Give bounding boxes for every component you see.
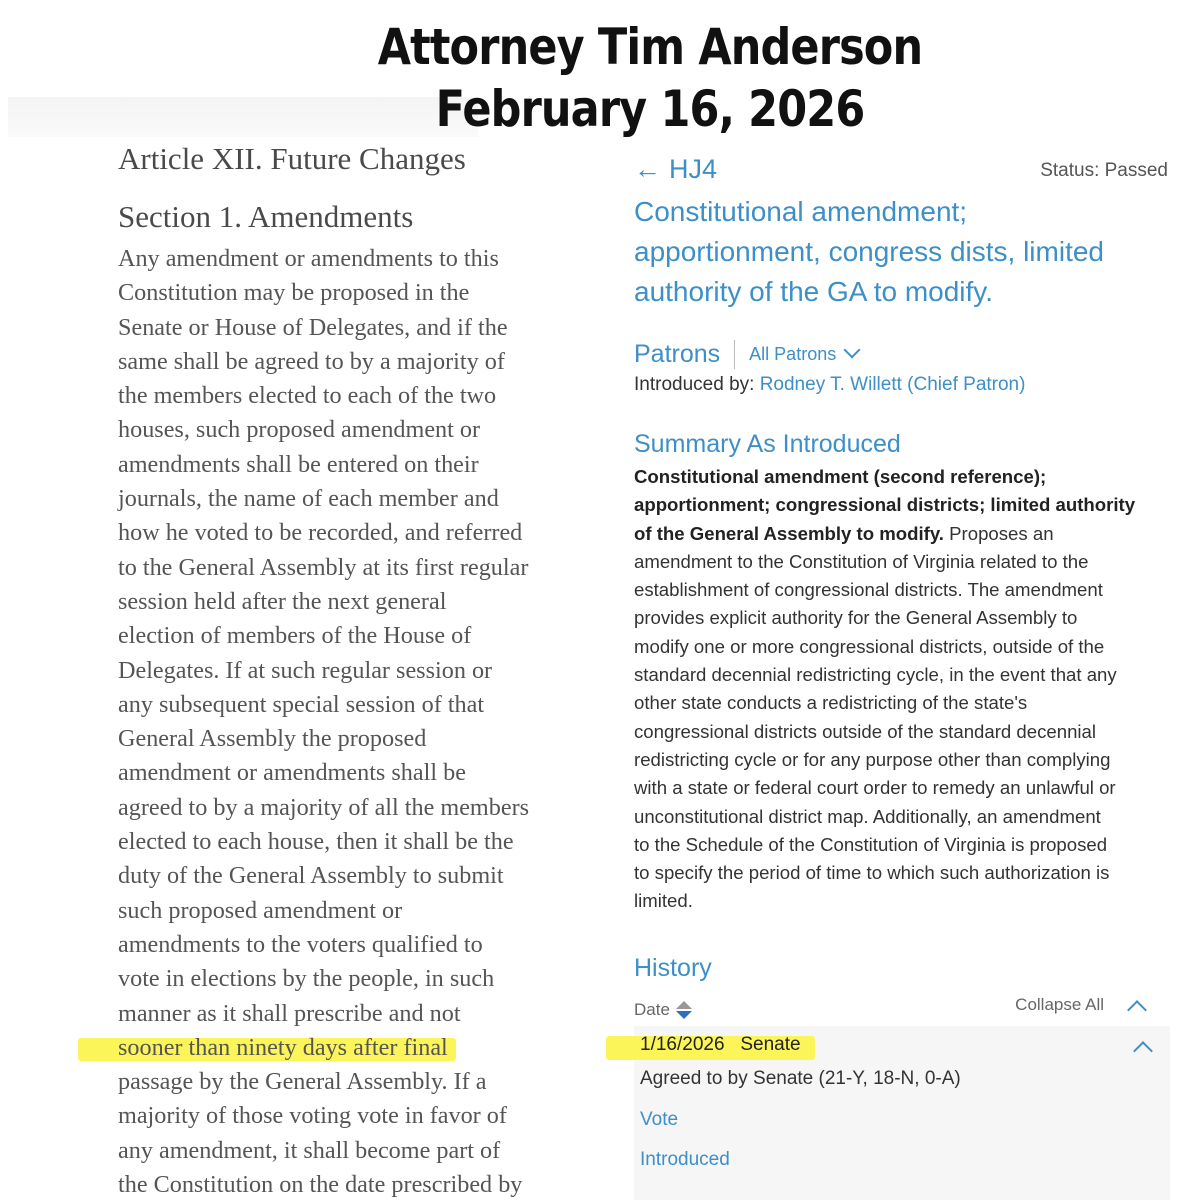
summary-bold-line: apportionment; congressional districts; limited authority	[634, 494, 1136, 516]
constitution-line	[118, 1031, 588, 1065]
history-description: Agreed to by Senate (21-Y, 18-N, 0-A)	[640, 1068, 961, 1089]
summary-line: provides explicit authority for the General Assembly to	[634, 607, 1078, 629]
constitution-line-text: vote in elections by the people, in such	[118, 965, 495, 993]
bill-title-line: Constitutional amendment;	[634, 196, 968, 227]
constitution-line-text: election of members of the House of	[118, 622, 472, 650]
constitution-line	[118, 1065, 588, 1099]
constitution-line	[118, 482, 588, 516]
constitution-line	[118, 688, 588, 722]
summary-line: to specify the period of time to which such authorization is	[634, 862, 1110, 884]
caption-author: Attorney Tim Anderson	[377, 18, 923, 76]
constitution-text-panel	[118, 138, 588, 1202]
summary-line: standard decennial redistricting cycle, in the event that any	[634, 664, 1117, 686]
summary-text	[634, 463, 1174, 916]
sort-icon	[676, 1001, 692, 1021]
constitution-line	[118, 928, 588, 962]
history-heading: History	[634, 953, 712, 982]
constitution-line-text: houses, such proposed amendment or	[118, 416, 481, 444]
chevron-up-icon[interactable]	[1133, 1041, 1153, 1061]
constitution-line	[118, 1134, 588, 1168]
summary-line: other state conducts a redistricting of the state's	[634, 692, 1028, 714]
history-entry-header	[640, 1034, 801, 1056]
constitution-line	[118, 722, 588, 756]
history-controls	[634, 989, 1174, 1025]
vote-link[interactable]: Vote	[640, 1109, 679, 1130]
back-link[interactable]	[634, 154, 717, 185]
all-patrons-dropdown[interactable]	[749, 344, 858, 365]
bill-number: HJ4	[669, 154, 718, 184]
constitution-line-text: majority of those voting vote in favor of	[118, 1102, 507, 1130]
summary-heading: Summary As Introduced	[634, 430, 901, 458]
summary-bold-line: Constitutional amendment (second reference);	[634, 466, 1047, 487]
constitution-line-text: agreed to by a majority of all the members	[118, 793, 530, 821]
all-patrons-label: All Patrons	[749, 343, 837, 364]
history-entry	[634, 1026, 1170, 1200]
article-heading: Article XII. Future Changes	[118, 141, 466, 176]
constitution-line-text: Delegates. If at such regular session or	[118, 656, 493, 684]
date-sort-button[interactable]	[634, 995, 692, 1020]
introduced-link[interactable]: Introduced	[640, 1149, 730, 1170]
constitution-line	[118, 791, 588, 825]
summary-line: limited.	[634, 890, 693, 912]
chief-patron-link[interactable]: Rodney T. Willett (Chief Patron)	[759, 374, 1026, 395]
constitution-line-text: amendments shall be entered on their	[118, 450, 479, 478]
constitution-line-text: the members elected to each of the two	[118, 382, 497, 410]
constitution-line-text: amendments to the voters qualified to	[118, 930, 483, 958]
constitution-line	[118, 962, 588, 996]
constitution-line	[118, 654, 588, 688]
constitution-line	[118, 413, 588, 447]
patrons-heading: Patrons	[634, 340, 735, 369]
constitution-line-text: amendment or amendments shall be	[118, 759, 466, 787]
patrons-row	[634, 336, 1174, 372]
section-body	[118, 242, 588, 1202]
chevron-up-icon[interactable]	[1127, 1000, 1147, 1020]
constitution-line	[118, 311, 588, 345]
bill-top-bar	[634, 150, 1174, 192]
constitution-line	[118, 585, 588, 619]
history-date-chamber: 1/16/2026 Senate	[640, 1034, 801, 1055]
constitution-line-text: session held after the next general	[118, 587, 447, 615]
constitution-line	[118, 997, 588, 1031]
constitution-line-text: journals, the name of each member and	[118, 485, 499, 513]
summary-bold-line: of the General Assembly to modify.	[634, 522, 944, 544]
summary-line: with a state or federal court order to remedy an unlawful or	[634, 777, 1116, 799]
handwritten-caption	[91, 14, 1123, 142]
summary-line: modify one or more congressional districts, outside of the	[634, 635, 1105, 657]
constitution-line-text: Senate or House of Delegates, and if the	[118, 313, 508, 341]
constitution-line-text: Any amendment or amendments to this	[118, 245, 499, 272]
summary-line: establishment of congressional districts. The amendment	[634, 579, 1103, 601]
constitution-line	[118, 551, 588, 585]
constitution-line	[118, 242, 588, 276]
summary-line: to the Schedule of the Constitution of Virginia is proposed	[634, 833, 1108, 855]
bill-panel	[634, 150, 1174, 1025]
constitution-line-text: how he voted to be recorded, and referred	[118, 519, 523, 547]
constitution-line-text: any subsequent special session of that	[118, 690, 485, 718]
constitution-line-text: the Constitution on the date prescribed by	[118, 1171, 523, 1199]
constitution-line-text: duty of the General Assembly to submit	[118, 862, 504, 890]
constitution-line	[118, 276, 588, 310]
section-heading: Section 1. Amendments	[118, 199, 414, 234]
constitution-line	[118, 619, 588, 653]
constitution-line	[118, 859, 588, 893]
status-label: Status: Passed	[1040, 160, 1168, 181]
introduced-by-label: Introduced by:	[634, 374, 755, 395]
constitution-line	[118, 756, 588, 790]
constitution-line-text: such proposed amendment or	[118, 896, 403, 924]
chevron-down-icon	[844, 341, 861, 358]
constitution-line-text: manner as it shall prescribe and not	[118, 999, 461, 1027]
summary-line: Proposes an	[943, 522, 1054, 544]
date-sort-label: Date	[634, 999, 670, 1019]
constitution-line-text: Constitution may be proposed in the	[118, 279, 470, 307]
bill-title-line: apportionment, congress dists, limited	[634, 236, 1104, 267]
caption-date: February 16, 2026	[435, 80, 865, 138]
constitution-line	[118, 825, 588, 859]
constitution-line-text: passage by the General Assembly. If a	[118, 1068, 487, 1096]
bill-title	[634, 192, 1174, 312]
constitution-line-text: sooner than ninety days after final	[118, 1033, 448, 1061]
summary-line: amendment to the Constitution of Virginia related to the	[634, 550, 1089, 572]
summary-line: unconstitutional district map. Additionally, an amendment	[634, 805, 1101, 827]
constitution-line-text: any amendment, it shall become part of	[118, 1136, 501, 1164]
constitution-line	[118, 1099, 588, 1133]
constitution-line	[118, 345, 588, 379]
collapse-all-button[interactable]: Collapse All	[1015, 994, 1104, 1014]
constitution-line-text: General Assembly the proposed	[118, 725, 427, 753]
constitution-line	[118, 448, 588, 482]
constitution-line	[118, 894, 588, 928]
introduced-by	[634, 374, 1174, 396]
constitution-line	[118, 1168, 588, 1202]
summary-line: congressional districts outside of the standard decennial	[634, 720, 1097, 742]
summary-line: redistricting cycle or for any purpose other than complying	[634, 748, 1111, 770]
constitution-line-text: to the General Assembly at its first regular	[118, 553, 529, 581]
constitution-line-text: elected to each house, then it shall be the	[118, 828, 514, 856]
constitution-line	[118, 379, 588, 413]
constitution-line-text: same shall be agreed to by a majority of	[118, 347, 505, 375]
constitution-line	[118, 516, 588, 550]
back-arrow-icon: ←	[634, 154, 661, 184]
bill-title-line: authority of the GA to modify.	[634, 276, 993, 307]
